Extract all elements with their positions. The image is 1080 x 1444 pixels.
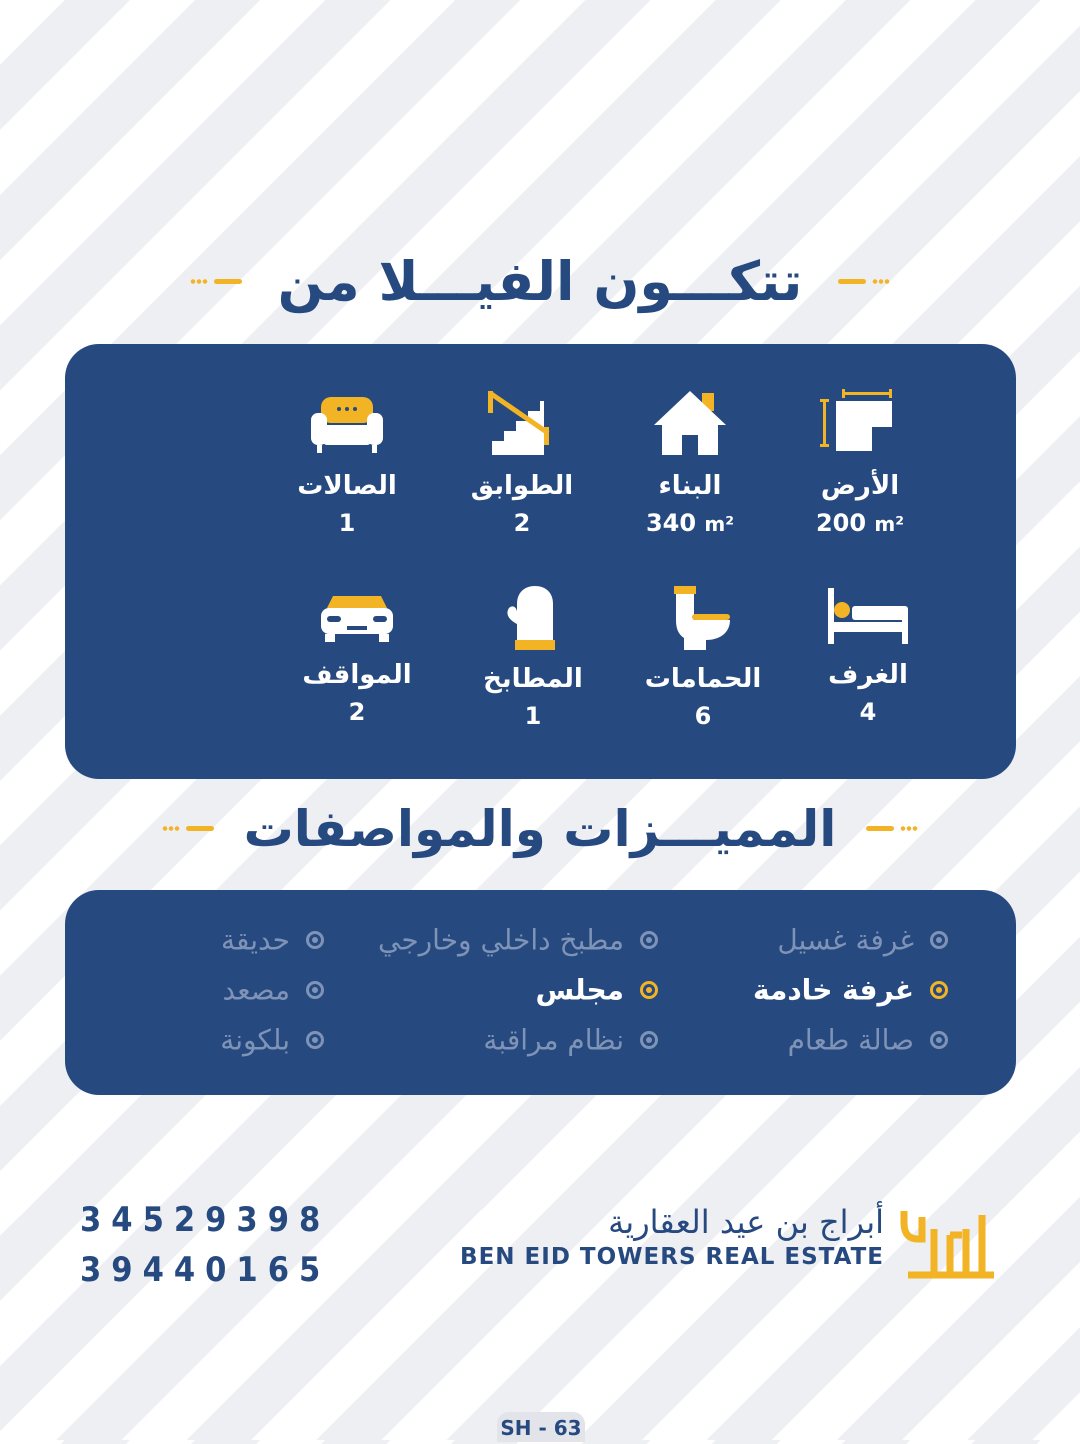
bullet-icon	[640, 981, 658, 999]
toilet-icon	[668, 584, 738, 652]
oven-mitt-icon	[503, 584, 563, 652]
phone-number[interactable]: 34529398	[80, 1200, 331, 1240]
features-panel	[65, 890, 1016, 1095]
brand-name-english: BEN EID TOWERS REAL ESTATE	[460, 1244, 884, 1270]
brand-logo-icon	[900, 1205, 1000, 1281]
title-ornament	[144, 826, 214, 832]
stairs-icon	[482, 389, 562, 459]
car-icon	[317, 584, 397, 648]
item-value: 200 m²	[815, 509, 905, 537]
brand-name-arabic: أبراج بن عيد العقارية	[608, 1203, 884, 1241]
land-plot-icon	[820, 389, 900, 459]
feature-item: مصعد	[223, 972, 324, 1007]
item-value: 6	[694, 702, 712, 730]
sofa-icon	[307, 389, 387, 459]
item-label: الحمامات	[644, 664, 762, 694]
item-building	[605, 389, 775, 537]
item-halls	[262, 389, 432, 537]
title-ornament	[838, 279, 908, 285]
phone-number[interactable]: 39440165	[80, 1250, 331, 1290]
bullet-icon	[306, 981, 324, 999]
item-label: المواقف	[302, 660, 412, 690]
composition-title	[0, 250, 1080, 313]
item-floors	[437, 389, 607, 537]
item-value: 2	[348, 698, 366, 726]
feature-item: نظام مراقبة	[483, 1022, 658, 1057]
item-value: 1	[338, 509, 356, 537]
feature-item: مجلس	[535, 972, 658, 1007]
bullet-icon	[930, 1031, 948, 1049]
bullet-icon	[640, 931, 658, 949]
item-parking	[272, 584, 442, 726]
item-bathrooms	[618, 584, 788, 730]
item-label: البناء	[658, 471, 722, 501]
title-ornament	[866, 826, 936, 832]
bullet-icon	[930, 931, 948, 949]
feature-item: حديقة	[221, 922, 324, 957]
item-label: الأرض	[820, 471, 900, 501]
item-land	[775, 389, 945, 537]
title-ornament	[172, 279, 242, 285]
features-title-text: المميـــزات والمواصفات	[243, 800, 837, 858]
listing-code: SH - 63	[497, 1412, 585, 1442]
composition-title-text: تتكـــون الفيـــلا من	[277, 250, 803, 313]
item-value: 2	[513, 509, 531, 537]
bullet-icon	[930, 981, 948, 999]
item-rooms	[783, 584, 953, 726]
item-label: الغرف	[828, 660, 908, 690]
item-value: 1	[524, 702, 542, 730]
bullet-icon	[306, 1031, 324, 1049]
feature-item: غرفة غسيل	[777, 922, 948, 957]
composition-panel	[65, 344, 1016, 779]
item-value: 4	[859, 698, 877, 726]
item-value: 340 m²	[645, 509, 735, 537]
house-icon	[650, 389, 730, 459]
feature-item: صالة طعام	[788, 1022, 948, 1057]
item-label: المطابخ	[483, 664, 583, 694]
item-kitchens	[448, 584, 618, 730]
features-title	[0, 800, 1080, 858]
bed-icon	[826, 584, 910, 648]
bullet-icon	[306, 931, 324, 949]
item-label: الطوابق	[470, 471, 574, 501]
bullet-icon	[640, 1031, 658, 1049]
phone-numbers	[80, 1195, 330, 1295]
item-label: الصالات	[297, 471, 397, 501]
brand-name	[460, 1200, 884, 1270]
feature-item: مطبخ داخلي وخارجي	[378, 922, 658, 957]
feature-item: بلكونة	[220, 1022, 324, 1057]
feature-item: غرفة خادمة	[753, 972, 948, 1007]
